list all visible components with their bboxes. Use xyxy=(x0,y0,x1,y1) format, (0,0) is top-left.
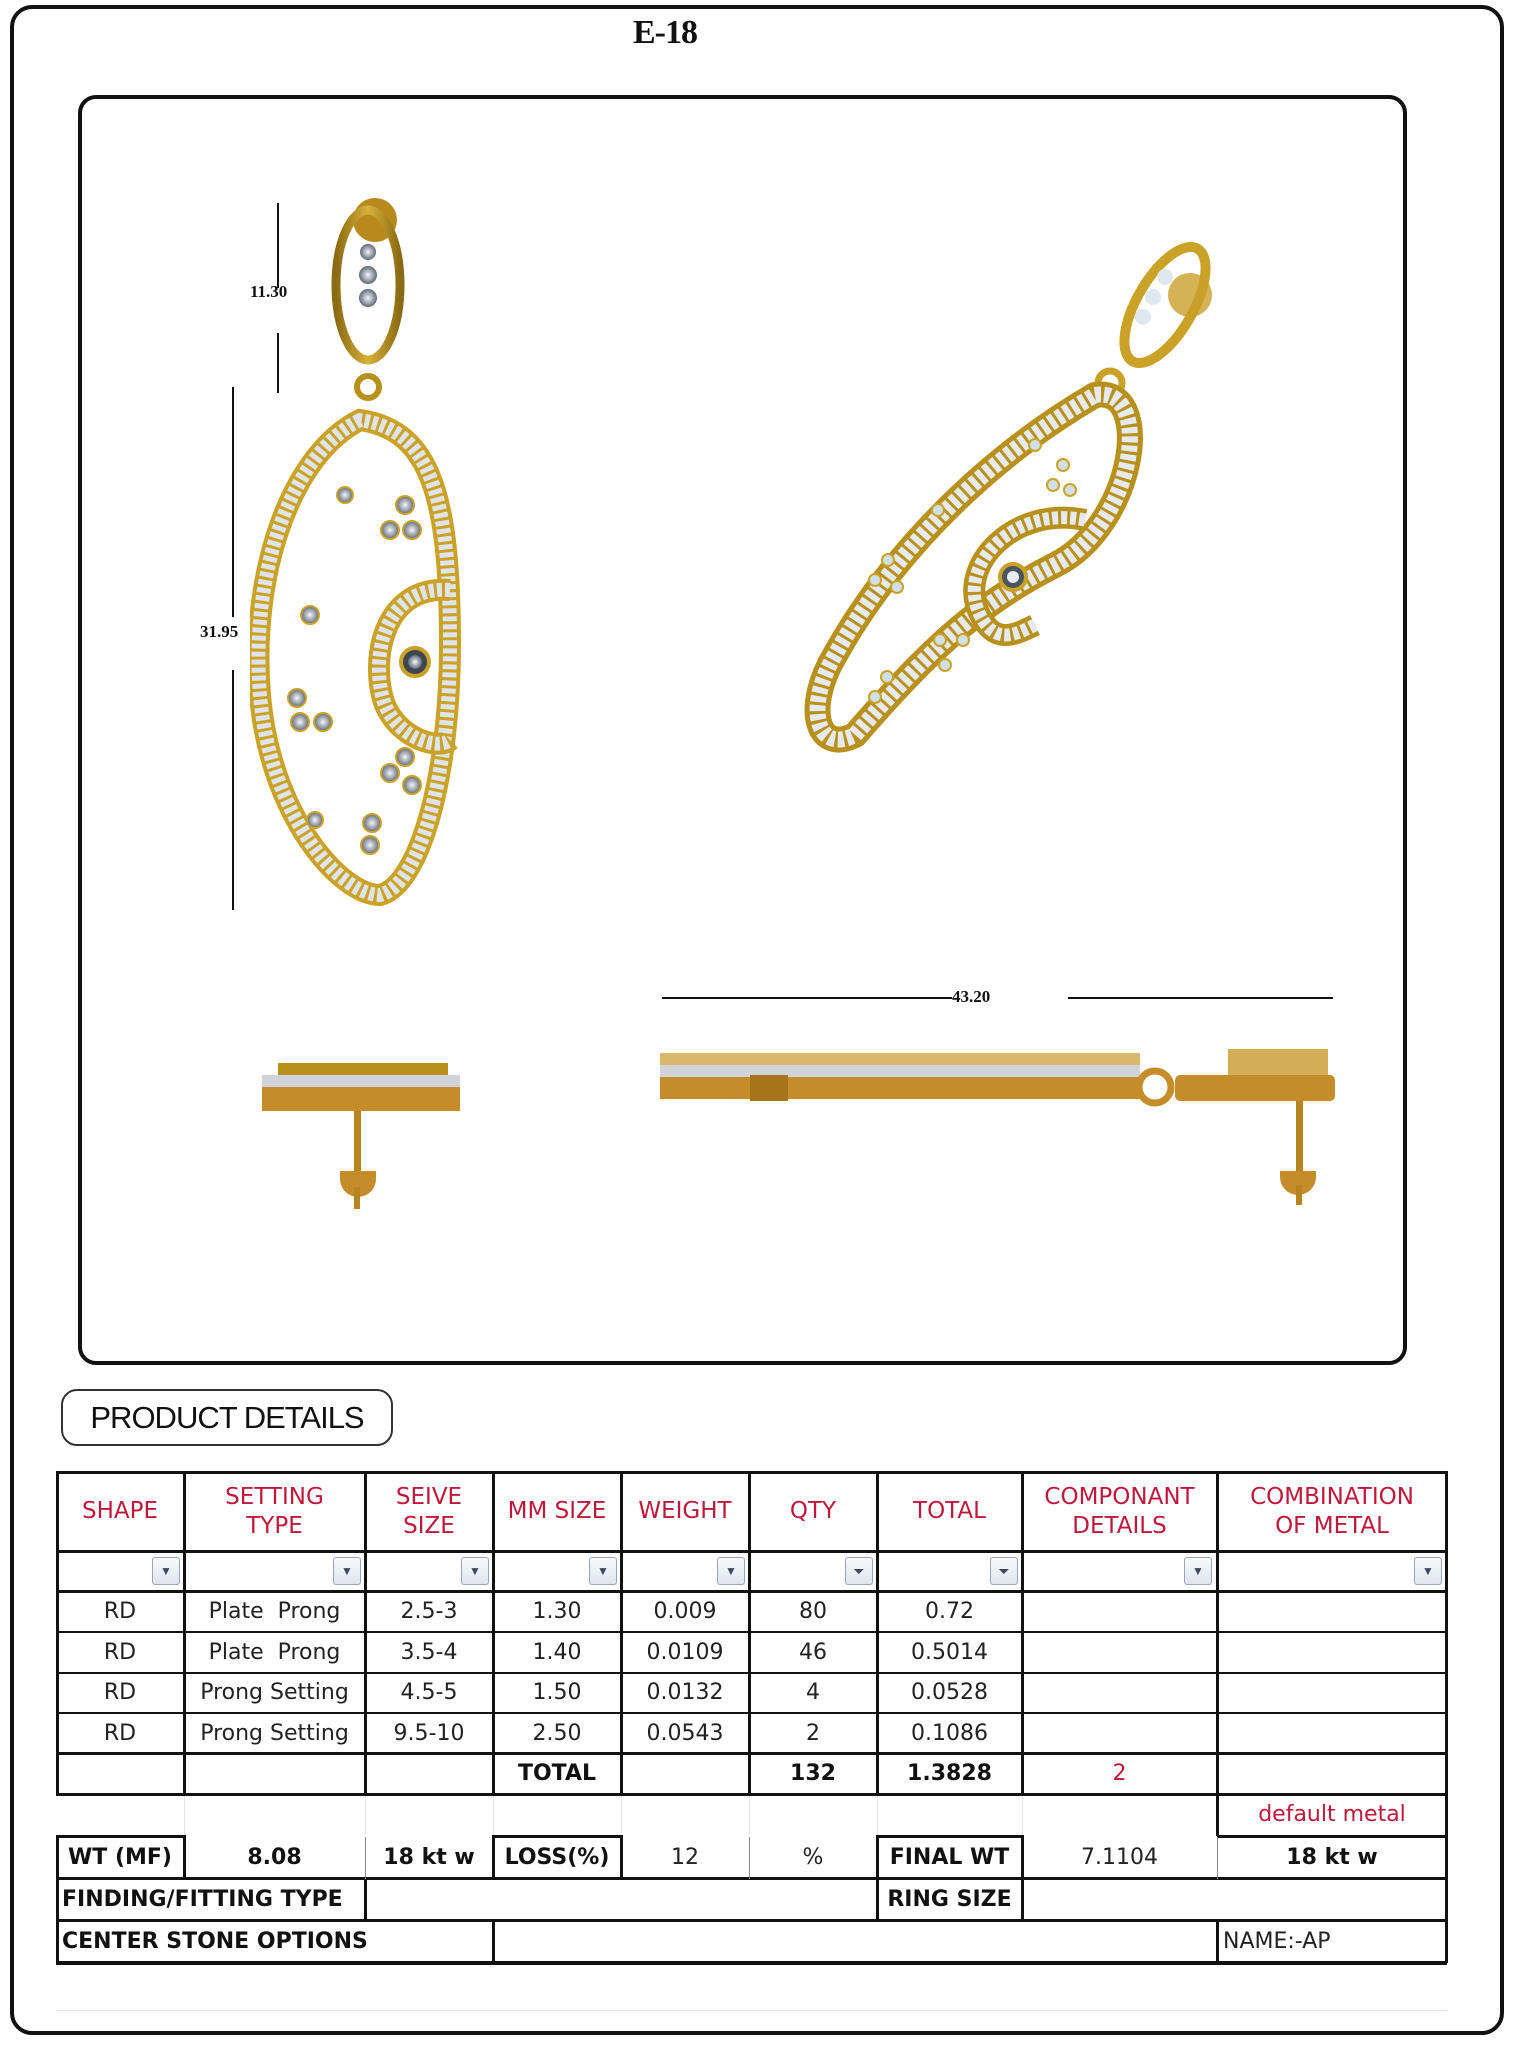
total-componant: 2 xyxy=(1112,1761,1127,1787)
cell-total: 0.72 xyxy=(925,1599,974,1625)
cell-mm-size: 1.30 xyxy=(532,1599,582,1625)
loss-unit: % xyxy=(802,1844,824,1870)
cell-setting-type: Prong Setting xyxy=(200,1720,349,1746)
column-header-shape: SHAPE xyxy=(81,1498,159,1525)
col-divider xyxy=(1445,1471,1448,1794)
design-code-title: E-18 xyxy=(633,14,697,51)
chevron-down-icon: ▼ xyxy=(1192,1564,1204,1578)
filter-dropdown-componant[interactable] xyxy=(1184,1557,1212,1585)
ring-size-value[interactable] xyxy=(1022,1879,1447,1921)
column-header-qty: QTY xyxy=(789,1498,837,1525)
row-divider xyxy=(56,1631,1447,1633)
dimension-total-length: 43.20 xyxy=(952,987,991,1006)
filter-dropdown-seive-size[interactable] xyxy=(461,1557,489,1585)
col-divider xyxy=(1216,1921,1219,1963)
chevron-down-icon: ▼ xyxy=(469,1564,481,1578)
cell-shape: RD xyxy=(103,1599,137,1625)
total-label: TOTAL xyxy=(517,1761,597,1787)
cell-weight: 0.0543 xyxy=(646,1720,724,1746)
filter-active-qty[interactable] xyxy=(845,1557,873,1585)
funnel-filter-icon: ⏷ xyxy=(998,1562,1010,1579)
cell-qty: 46 xyxy=(799,1639,827,1665)
ring-size-label: RING SIZE xyxy=(887,1887,1012,1913)
col-divider xyxy=(1445,1794,1448,1836)
col-divider xyxy=(1216,1794,1219,1836)
row-divider xyxy=(56,1835,185,1838)
cell-seive-size: 9.5-10 xyxy=(393,1720,465,1746)
row-divider xyxy=(1217,1835,1447,1838)
cell-shape: RD xyxy=(103,1720,137,1746)
cell-weight: 0.0132 xyxy=(646,1680,724,1706)
row-divider xyxy=(56,1672,1447,1674)
chevron-down-icon: ▼ xyxy=(1422,1564,1434,1578)
col-divider xyxy=(620,1471,623,1794)
cell-mm-size: 1.50 xyxy=(532,1680,582,1706)
dimension-top-height: 11.30 xyxy=(250,282,288,301)
designer-name: NAME:-AP xyxy=(1223,1929,1331,1955)
column-header-seive-size: SEIVE SIZE xyxy=(395,1483,463,1539)
total-qty: 132 xyxy=(790,1761,836,1787)
cell-total: 0.0528 xyxy=(911,1680,988,1706)
filter-dropdown-combination[interactable] xyxy=(1414,1557,1442,1585)
row-divider xyxy=(56,1712,1447,1714)
cell-total: 0.5014 xyxy=(911,1639,988,1665)
chevron-down-icon: ▼ xyxy=(597,1564,609,1578)
col-divider xyxy=(492,1471,495,1794)
product-details-button[interactable]: PRODUCT DETAILS xyxy=(61,1389,393,1446)
cell-weight: 0.0109 xyxy=(646,1639,724,1665)
col-divider xyxy=(364,1471,367,1794)
filter-dropdown-weight[interactable] xyxy=(717,1557,745,1585)
row-divider xyxy=(56,1590,1447,1593)
column-header-weight: WEIGHT xyxy=(638,1498,732,1525)
chevron-down-icon: ▼ xyxy=(160,1564,172,1578)
column-header-setting-type: SETTING TYPE xyxy=(225,1483,324,1539)
cell-total: 0.1086 xyxy=(911,1720,988,1746)
col-divider xyxy=(1445,1835,1448,1963)
center-stone-options-label: CENTER STONE OPTIONS xyxy=(62,1929,368,1955)
row-divider xyxy=(877,1835,1023,1838)
col-divider xyxy=(56,1471,59,1794)
col-divider xyxy=(56,1835,59,1963)
funnel-filter-icon: ⏷ xyxy=(853,1562,865,1579)
col-divider xyxy=(492,1835,495,1879)
finding-fitting-type-label: FINDING/FITTING TYPE xyxy=(62,1887,343,1913)
chevron-down-icon: ▼ xyxy=(725,1564,737,1578)
wt-mf-value: 8.08 xyxy=(247,1844,302,1870)
col-divider xyxy=(183,1471,186,1794)
col-divider xyxy=(492,1921,495,1963)
col-divider xyxy=(1021,1471,1024,1794)
cell-shape: RD xyxy=(103,1680,137,1706)
cell-seive-size: 2.5-3 xyxy=(400,1599,458,1625)
cell-mm-size: 2.50 xyxy=(532,1720,582,1746)
loss-value: 12 xyxy=(671,1844,699,1870)
col-divider xyxy=(183,1835,186,1879)
col-divider xyxy=(620,1835,623,1879)
col-divider xyxy=(1216,1471,1219,1794)
center-stone-options-value[interactable] xyxy=(493,1921,1217,1963)
col-divider xyxy=(364,1879,367,1921)
wt-mf-label: WT (MF) xyxy=(68,1844,172,1870)
table-border-bottom xyxy=(56,1961,1447,1965)
col-divider xyxy=(1021,1835,1024,1921)
cell-setting-type: Plate Prong xyxy=(208,1599,341,1625)
cell-qty: 2 xyxy=(806,1720,820,1746)
filter-dropdown-shape[interactable] xyxy=(152,1557,180,1585)
finding-fitting-type-value[interactable] xyxy=(365,1879,877,1921)
row-divider xyxy=(56,1752,1447,1755)
default-metal-label: default metal xyxy=(1258,1802,1406,1828)
filter-dropdown-setting-type[interactable] xyxy=(333,1557,361,1585)
chevron-down-icon: ▼ xyxy=(341,1564,353,1578)
cell-shape: RD xyxy=(103,1639,137,1665)
cell-setting-type: Plate Prong xyxy=(208,1639,341,1665)
total-weight: 1.3828 xyxy=(907,1761,992,1787)
final-metal: 18 kt w xyxy=(1286,1844,1378,1870)
row-divider xyxy=(56,1877,1447,1880)
filter-active-total[interactable] xyxy=(990,1557,1018,1585)
table-border-top xyxy=(56,1471,1447,1474)
col-divider xyxy=(748,1471,751,1794)
row-divider xyxy=(56,1919,1447,1922)
final-wt-value: 7.1104 xyxy=(1081,1844,1158,1870)
col-divider xyxy=(876,1471,879,1794)
cell-mm-size: 1.40 xyxy=(532,1639,582,1665)
cell-setting-type: Prong Setting xyxy=(200,1680,349,1706)
column-header-combination-of-metal: COMBINATION OF METAL xyxy=(1250,1483,1414,1539)
cell-weight: 0.009 xyxy=(653,1599,717,1625)
row-divider xyxy=(493,1835,622,1838)
column-header-componant-details: COMPONANT DETAILS xyxy=(1044,1483,1195,1539)
cell-qty: 4 xyxy=(806,1680,820,1706)
cell-seive-size: 3.5-4 xyxy=(400,1639,458,1665)
final-wt-label: FINAL WT xyxy=(889,1844,1010,1870)
wt-metal: 18 kt w xyxy=(383,1844,475,1870)
cell-qty: 80 xyxy=(799,1599,827,1625)
header-divider xyxy=(56,1550,1447,1553)
row-divider xyxy=(56,1793,1447,1796)
column-header-mm-size: MM SIZE xyxy=(507,1498,607,1525)
filter-dropdown-mm-size[interactable] xyxy=(589,1557,617,1585)
col-divider xyxy=(876,1835,879,1921)
cell-seive-size: 4.5-5 xyxy=(400,1680,458,1706)
loss-label: LOSS(%) xyxy=(504,1844,610,1870)
dimension-drop-height: 31.95 xyxy=(200,622,239,641)
column-header-total: TOTAL xyxy=(913,1498,986,1525)
